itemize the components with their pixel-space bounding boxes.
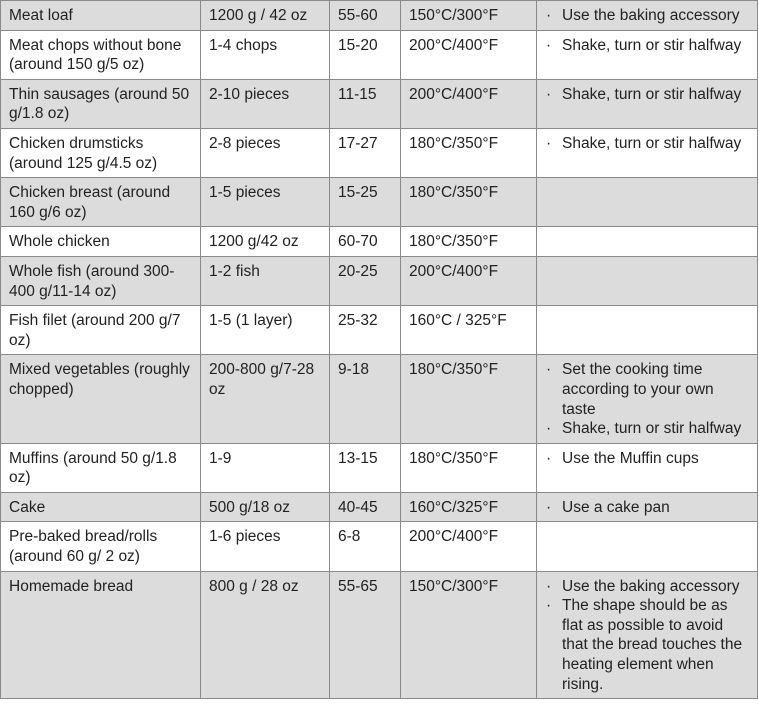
- tip-item: · Set the cooking time according to your own taste: [545, 360, 751, 419]
- tips-cell: [537, 178, 758, 227]
- table-row: [1, 30, 758, 79]
- tips-cell: [537, 79, 758, 128]
- tip-item: · Shake, turn or stir halfway: [545, 419, 751, 439]
- temperature-cell: 200°C/400°F: [401, 522, 537, 571]
- table-row: [1, 227, 758, 257]
- table-row: [1, 355, 758, 443]
- tips-cell: [537, 492, 758, 522]
- time-cell: 13-15: [330, 443, 401, 492]
- quantity-cell: 1-5 pieces: [201, 178, 330, 227]
- tips-list: [545, 360, 751, 438]
- tips-cell: [537, 227, 758, 257]
- food-cell: Meat chops without bone (around 150 g/5 oz): [1, 30, 201, 79]
- table-row: [1, 443, 758, 492]
- food-cell: Cake: [1, 492, 201, 522]
- table-row: [1, 1, 758, 31]
- quantity-cell: 1-4 chops: [201, 30, 330, 79]
- temperature-cell: 200°C/400°F: [401, 30, 537, 79]
- quantity-cell: 1-5 (1 layer): [201, 306, 330, 355]
- tips-list: [545, 36, 751, 56]
- table-row: [1, 128, 758, 177]
- time-cell: 25-32: [330, 306, 401, 355]
- cooking-table-body: [1, 1, 758, 699]
- table-row: [1, 178, 758, 227]
- time-cell: 15-20: [330, 30, 401, 79]
- temperature-cell: 200°C/400°F: [401, 256, 537, 305]
- quantity-cell: 800 g / 28 oz: [201, 571, 330, 699]
- temperature-cell: 150°C/300°F: [401, 571, 537, 699]
- tip-item: · The shape should be as flat as possible to avoid that the bread touches the heating element when rising.: [545, 596, 751, 694]
- quantity-cell: 200-800 g/7-28 oz: [201, 355, 330, 443]
- tips-cell: [537, 306, 758, 355]
- time-cell: 40-45: [330, 492, 401, 522]
- time-cell: 55-60: [330, 1, 401, 31]
- tip-item: · Shake, turn or stir halfway: [545, 85, 751, 105]
- tips-list: [545, 134, 751, 154]
- tips-cell: [537, 522, 758, 571]
- tips-cell: [537, 443, 758, 492]
- tips-cell: [537, 128, 758, 177]
- table-row: [1, 79, 758, 128]
- food-cell: Fish filet (around 200 g/7 oz): [1, 306, 201, 355]
- food-cell: Meat loaf: [1, 1, 201, 31]
- tips-cell: [537, 1, 758, 31]
- food-cell: Mixed vegetables (roughly chopped): [1, 355, 201, 443]
- tip-item: · Use the baking accessory: [545, 577, 751, 597]
- quantity-cell: 1-2 fish: [201, 256, 330, 305]
- food-cell: Thin sausages (around 50 g/1.8 oz): [1, 79, 201, 128]
- temperature-cell: 180°C/350°F: [401, 227, 537, 257]
- tips-list: [545, 6, 751, 26]
- tip-item: · Use a cake pan: [545, 498, 751, 518]
- time-cell: 6-8: [330, 522, 401, 571]
- food-cell: Homemade bread: [1, 571, 201, 699]
- tips-list: [545, 577, 751, 695]
- temperature-cell: 180°C/350°F: [401, 355, 537, 443]
- temperature-cell: 160°C / 325°F: [401, 306, 537, 355]
- temperature-cell: 180°C/350°F: [401, 128, 537, 177]
- quantity-cell: 500 g/18 oz: [201, 492, 330, 522]
- time-cell: 15-25: [330, 178, 401, 227]
- tip-item: · Shake, turn or stir halfway: [545, 36, 751, 56]
- temperature-cell: 200°C/400°F: [401, 79, 537, 128]
- table-row: [1, 256, 758, 305]
- temperature-cell: 160°C/325°F: [401, 492, 537, 522]
- quantity-cell: 1-6 pieces: [201, 522, 330, 571]
- tips-list: [545, 498, 751, 518]
- quantity-cell: 1-9: [201, 443, 330, 492]
- quantity-cell: 1200 g / 42 oz: [201, 1, 330, 31]
- tip-item: · Use the baking accessory: [545, 6, 751, 26]
- table-row: [1, 306, 758, 355]
- time-cell: 60-70: [330, 227, 401, 257]
- temperature-cell: 180°C/350°F: [401, 178, 537, 227]
- tips-cell: [537, 256, 758, 305]
- time-cell: 9-18: [330, 355, 401, 443]
- time-cell: 20-25: [330, 256, 401, 305]
- table-row: [1, 571, 758, 699]
- tips-cell: [537, 571, 758, 699]
- food-cell: Whole chicken: [1, 227, 201, 257]
- food-cell: Muffins (around 50 g/1.8 oz): [1, 443, 201, 492]
- tips-cell: [537, 355, 758, 443]
- food-cell: Chicken breast (around 160 g/6 oz): [1, 178, 201, 227]
- quantity-cell: 2-10 pieces: [201, 79, 330, 128]
- tips-cell: [537, 30, 758, 79]
- food-cell: Whole fish (around 300-400 g/11-14 oz): [1, 256, 201, 305]
- food-cell: Pre-baked bread/rolls (around 60 g/ 2 oz): [1, 522, 201, 571]
- tips-list: [545, 449, 751, 469]
- quantity-cell: 1200 g/42 oz: [201, 227, 330, 257]
- tips-list: [545, 85, 751, 105]
- temperature-cell: 180°C/350°F: [401, 443, 537, 492]
- table-row: [1, 492, 758, 522]
- table-row: [1, 522, 758, 571]
- temperature-cell: 150°C/300°F: [401, 1, 537, 31]
- time-cell: 11-15: [330, 79, 401, 128]
- tip-item: · Use the Muffin cups: [545, 449, 751, 469]
- quantity-cell: 2-8 pieces: [201, 128, 330, 177]
- tip-item: · Shake, turn or stir halfway: [545, 134, 751, 154]
- time-cell: 55-65: [330, 571, 401, 699]
- time-cell: 17-27: [330, 128, 401, 177]
- food-cell: Chicken drumsticks (around 125 g/4.5 oz): [1, 128, 201, 177]
